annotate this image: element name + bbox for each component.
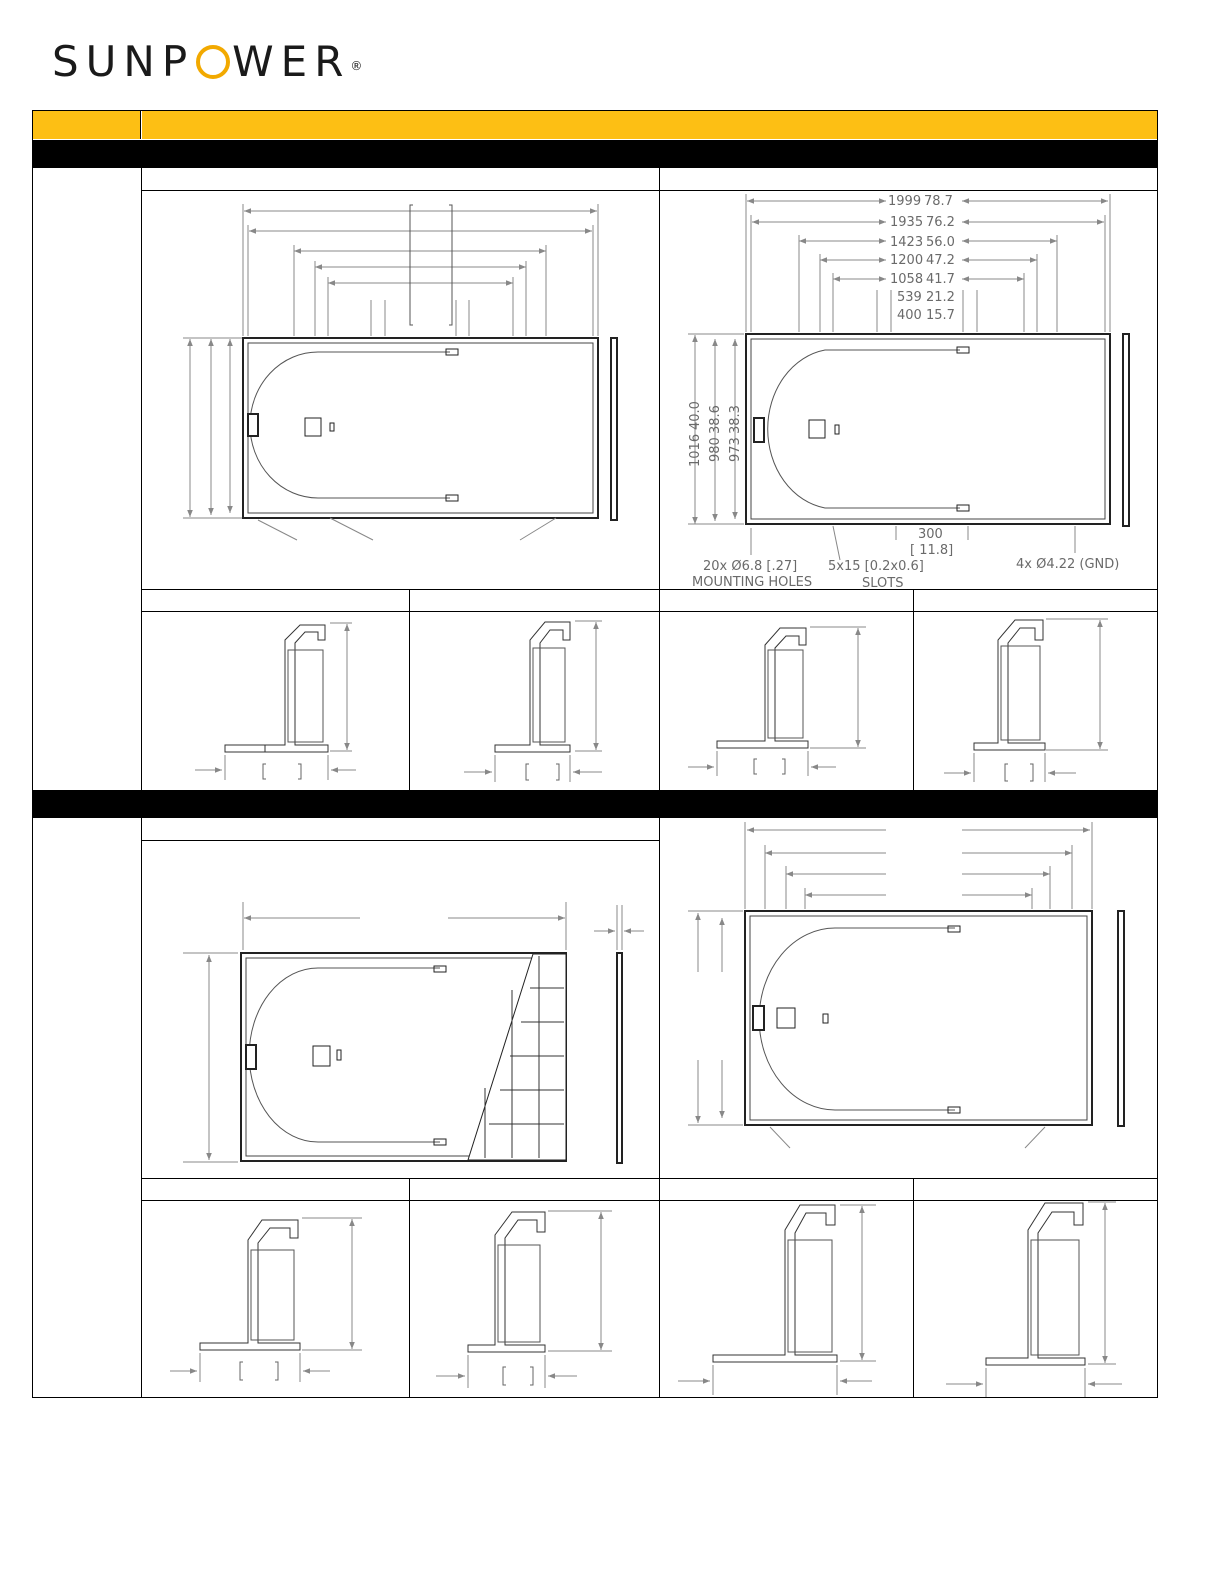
registered-mark: ® xyxy=(350,59,363,73)
dim-width-400: 400 xyxy=(897,308,922,323)
dim-slot-spacing-in: [ 11.8] xyxy=(910,543,954,558)
top-right-dimension-labels xyxy=(688,194,1119,591)
frame-profile-7 xyxy=(678,1205,876,1395)
dim-height-973-in: 38.3 xyxy=(728,405,743,434)
slots-dim: 5x15 [0.2x0.6] xyxy=(828,559,924,574)
dim-width-539-in: 21.2 xyxy=(926,290,955,305)
panel-drawing-top-left xyxy=(183,204,617,540)
slots-label: SLOTS xyxy=(862,576,904,591)
frame-profile-5 xyxy=(170,1218,362,1382)
mounting-holes-dim: 20x Ø6.8 [.27] xyxy=(703,559,798,574)
dim-width-1935: 1935 xyxy=(890,215,924,230)
dim-width-539: 539 xyxy=(897,290,922,305)
dim-height-1016-in: 40.0 xyxy=(688,401,703,430)
dim-height-973: 973 xyxy=(728,437,743,462)
dim-height-1016: 1016 xyxy=(688,433,703,467)
dim-width-1999-in: 78.7 xyxy=(924,194,953,209)
dim-width-1423-in: 56.0 xyxy=(926,235,955,250)
dim-width-1999: 1999 xyxy=(888,194,922,209)
frame-profile-1 xyxy=(195,623,356,780)
frame-profile-8 xyxy=(946,1202,1122,1397)
panel-drawing-bottom-right xyxy=(688,822,1124,1148)
dim-height-980-in: 38.6 xyxy=(708,405,723,434)
frame-profile-3 xyxy=(688,627,866,776)
panel-drawing-bottom-left xyxy=(183,902,644,1163)
frame-profile-2 xyxy=(464,621,602,782)
dim-width-1200: 1200 xyxy=(890,253,924,268)
ground-holes-dim: 4x Ø4.22 (GND) xyxy=(1016,557,1120,572)
dim-width-1200-in: 47.2 xyxy=(926,253,955,268)
frame-profile-6 xyxy=(436,1211,612,1388)
dim-width-1935-in: 76.2 xyxy=(926,215,955,230)
dim-width-1058: 1058 xyxy=(890,272,924,287)
mounting-holes-label: MOUNTING HOLES xyxy=(692,575,813,590)
dim-width-1423: 1423 xyxy=(890,235,924,250)
dim-width-1058-in: 41.7 xyxy=(926,272,955,287)
dim-slot-spacing: 300 xyxy=(918,527,943,542)
frame-profile-4 xyxy=(944,619,1108,782)
logo-text-start: SUNP xyxy=(52,37,195,86)
dim-height-980: 980 xyxy=(708,437,723,462)
dim-width-400-in: 15.7 xyxy=(926,308,955,323)
logo-text-end: WER xyxy=(232,37,351,86)
